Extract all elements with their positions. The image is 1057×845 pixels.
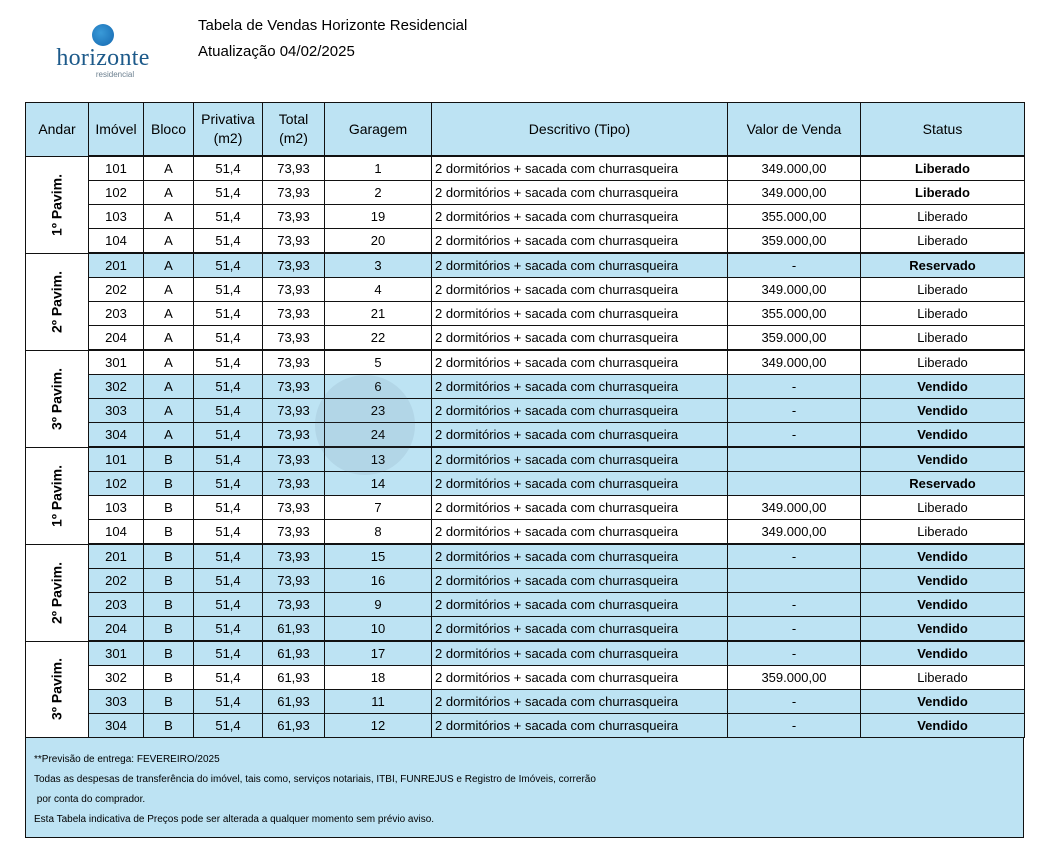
bloco-cell: B [144,544,194,569]
valor-cell: 349.000,00 [728,520,861,545]
imovel-cell: 101 [89,156,144,181]
imovel-cell: 104 [89,229,144,254]
privativa-cell: 51,4 [194,593,263,617]
bloco-cell: A [144,229,194,254]
valor-cell [728,447,861,472]
descritivo-cell: 2 dormitórios + sacada com churrasqueira [432,569,728,593]
imovel-cell: 102 [89,472,144,496]
privativa-cell: 51,4 [194,496,263,520]
descritivo-cell: 2 dormitórios + sacada com churrasqueira [432,447,728,472]
descritivo-cell: 2 dormitórios + sacada com churrasqueira [432,156,728,181]
imovel-cell: 302 [89,666,144,690]
garagem-cell: 17 [325,641,432,666]
page-title: Tabela de Vendas Horizonte Residencial [198,17,468,34]
total-cell: 73,93 [263,326,325,351]
imovel-cell: 203 [89,302,144,326]
status-cell: Reservado [861,253,1025,278]
valor-cell: - [728,375,861,399]
valor-cell: - [728,593,861,617]
descritivo-cell: 2 dormitórios + sacada com churrasqueira [432,714,728,738]
table-row [26,423,1025,448]
floor-cell [26,641,89,738]
floor-label: 1º Pavim. [48,464,65,527]
status-cell: Liberado [861,156,1025,181]
valor-cell: 349.000,00 [728,350,861,375]
table-row [26,520,1025,545]
valor-cell: - [728,690,861,714]
bloco-cell: A [144,375,194,399]
total-cell: 61,93 [263,666,325,690]
privativa-cell: 51,4 [194,278,263,302]
table-row [26,229,1025,254]
status-cell: Liberado [861,666,1025,690]
imovel-cell: 103 [89,496,144,520]
bloco-cell: B [144,496,194,520]
bloco-cell: A [144,350,194,375]
status-cell: Liberado [861,520,1025,545]
table-row [26,302,1025,326]
bloco-cell: A [144,181,194,205]
logo-name: horizonte [56,45,150,71]
table-row [26,569,1025,593]
total-cell: 61,93 [263,714,325,738]
column-header: Valor de Venda [728,103,861,157]
table-row [26,181,1025,205]
bloco-cell: A [144,278,194,302]
table-row [26,253,1025,278]
garagem-cell: 19 [325,205,432,229]
descritivo-cell: 2 dormitórios + sacada com churrasqueira [432,229,728,254]
garagem-cell: 1 [325,156,432,181]
valor-cell: - [728,617,861,642]
logo-sun-icon [92,24,114,46]
table-row [26,156,1025,181]
bloco-cell: A [144,399,194,423]
floor-cell [26,544,89,641]
descritivo-cell: 2 dormitórios + sacada com churrasqueira [432,593,728,617]
column-header: Privativa (m2) [194,103,263,157]
valor-cell: 359.000,00 [728,229,861,254]
privativa-cell: 51,4 [194,326,263,351]
footer-notes [25,738,1024,838]
valor-cell: - [728,423,861,448]
privativa-cell: 51,4 [194,423,263,448]
privativa-cell: 51,4 [194,666,263,690]
garagem-cell: 4 [325,278,432,302]
imovel-cell: 302 [89,375,144,399]
bloco-cell: B [144,520,194,545]
garagem-cell: 10 [325,617,432,642]
privativa-cell: 51,4 [194,617,263,642]
table-row [26,205,1025,229]
privativa-cell: 51,4 [194,399,263,423]
floor-label: 1º Pavim. [48,173,65,236]
column-header: Status [861,103,1025,157]
valor-cell: - [728,399,861,423]
valor-cell [728,569,861,593]
garagem-cell: 14 [325,472,432,496]
garagem-cell: 21 [325,302,432,326]
brand-logo [38,24,168,80]
valor-cell: 359.000,00 [728,666,861,690]
total-cell: 73,93 [263,520,325,545]
garagem-cell: 2 [325,181,432,205]
descritivo-cell: 2 dormitórios + sacada com churrasqueira [432,690,728,714]
privativa-cell: 51,4 [194,447,263,472]
descritivo-cell: 2 dormitórios + sacada com churrasqueira [432,302,728,326]
logo-subtitle: residencial [95,70,135,79]
privativa-cell: 51,4 [194,544,263,569]
status-cell: Vendido [861,617,1025,642]
imovel-cell: 304 [89,714,144,738]
imovel-cell: 201 [89,253,144,278]
garagem-cell: 5 [325,350,432,375]
status-cell: Vendido [861,690,1025,714]
total-cell: 61,93 [263,617,325,642]
status-cell: Liberado [861,229,1025,254]
total-cell: 73,93 [263,593,325,617]
status-cell: Vendido [861,423,1025,448]
bloco-cell: A [144,302,194,326]
imovel-cell: 103 [89,205,144,229]
bloco-cell: B [144,447,194,472]
status-cell: Liberado [861,496,1025,520]
garagem-cell: 24 [325,423,432,448]
bloco-cell: B [144,666,194,690]
privativa-cell: 51,4 [194,302,263,326]
floor-cell [26,253,89,350]
imovel-cell: 301 [89,350,144,375]
total-cell: 73,93 [263,375,325,399]
table-row [26,350,1025,375]
privativa-cell: 51,4 [194,253,263,278]
total-cell: 73,93 [263,181,325,205]
status-cell: Vendido [861,399,1025,423]
status-cell: Liberado [861,181,1025,205]
total-cell: 73,93 [263,447,325,472]
descritivo-cell: 2 dormitórios + sacada com churrasqueira [432,617,728,642]
floor-label: 3º Pavim. [48,367,65,430]
total-cell: 73,93 [263,229,325,254]
table-header-row [26,103,1025,157]
column-header: Andar [26,103,89,157]
total-cell: 73,93 [263,253,325,278]
garagem-cell: 7 [325,496,432,520]
status-cell: Liberado [861,302,1025,326]
privativa-cell: 51,4 [194,229,263,254]
table-row [26,472,1025,496]
imovel-cell: 104 [89,520,144,545]
valor-cell: 355.000,00 [728,302,861,326]
privativa-cell: 51,4 [194,375,263,399]
valor-cell: 349.000,00 [728,181,861,205]
table-row [26,399,1025,423]
bloco-cell: A [144,423,194,448]
bloco-cell: A [144,156,194,181]
valor-cell: 349.000,00 [728,496,861,520]
descritivo-cell: 2 dormitórios + sacada com churrasqueira [432,205,728,229]
garagem-cell: 15 [325,544,432,569]
valor-cell: - [728,714,861,738]
imovel-cell: 303 [89,690,144,714]
table-row [26,447,1025,472]
privativa-cell: 51,4 [194,156,263,181]
bloco-cell: B [144,569,194,593]
status-cell: Reservado [861,472,1025,496]
total-cell: 73,93 [263,496,325,520]
status-cell: Vendido [861,593,1025,617]
total-cell: 61,93 [263,641,325,666]
bloco-cell: B [144,593,194,617]
imovel-cell: 304 [89,423,144,448]
descritivo-cell: 2 dormitórios + sacada com churrasqueira [432,278,728,302]
total-cell: 61,93 [263,690,325,714]
column-header: Total (m2) [263,103,325,157]
table-row [26,375,1025,399]
table-row [26,666,1025,690]
total-cell: 73,93 [263,399,325,423]
imovel-cell: 204 [89,617,144,642]
status-cell: Vendido [861,375,1025,399]
valor-cell: - [728,544,861,569]
imovel-cell: 101 [89,447,144,472]
total-cell: 73,93 [263,544,325,569]
descritivo-cell: 2 dormitórios + sacada com churrasqueira [432,399,728,423]
table-row [26,544,1025,569]
table-row [26,690,1025,714]
garagem-cell: 12 [325,714,432,738]
bloco-cell: A [144,253,194,278]
garagem-cell: 13 [325,447,432,472]
descritivo-cell: 2 dormitórios + sacada com churrasqueira [432,544,728,569]
descritivo-cell: 2 dormitórios + sacada com churrasqueira [432,253,728,278]
total-cell: 73,93 [263,302,325,326]
imovel-cell: 301 [89,641,144,666]
valor-cell: 355.000,00 [728,205,861,229]
total-cell: 73,93 [263,278,325,302]
garagem-cell: 22 [325,326,432,351]
garagem-cell: 11 [325,690,432,714]
table-row [26,278,1025,302]
status-cell: Vendido [861,447,1025,472]
descritivo-cell: 2 dormitórios + sacada com churrasqueira [432,326,728,351]
column-header: Garagem [325,103,432,157]
imovel-cell: 201 [89,544,144,569]
table-row [26,641,1025,666]
descritivo-cell: 2 dormitórios + sacada com churrasqueira [432,350,728,375]
privativa-cell: 51,4 [194,472,263,496]
total-cell: 73,93 [263,205,325,229]
garagem-cell: 3 [325,253,432,278]
status-cell: Vendido [861,641,1025,666]
imovel-cell: 202 [89,569,144,593]
valor-cell [728,472,861,496]
sales-table [25,102,1025,738]
descritivo-cell: 2 dormitórios + sacada com churrasqueira [432,375,728,399]
privativa-cell: 51,4 [194,641,263,666]
status-cell: Liberado [861,350,1025,375]
sales-table-sheet [25,102,1024,838]
floor-label: 2º Pavim. [48,561,65,624]
bloco-cell: A [144,205,194,229]
total-cell: 73,93 [263,350,325,375]
descritivo-cell: 2 dormitórios + sacada com churrasqueira [432,666,728,690]
status-cell: Vendido [861,544,1025,569]
garagem-cell: 9 [325,593,432,617]
table-row [26,617,1025,642]
imovel-cell: 204 [89,326,144,351]
column-header: Descritivo (Tipo) [432,103,728,157]
status-cell: Vendido [861,714,1025,738]
privativa-cell: 51,4 [194,520,263,545]
imovel-cell: 202 [89,278,144,302]
imovel-cell: 303 [89,399,144,423]
total-cell: 73,93 [263,472,325,496]
bloco-cell: B [144,690,194,714]
status-cell: Liberado [861,326,1025,351]
bloco-cell: B [144,641,194,666]
privativa-cell: 51,4 [194,569,263,593]
note-line: Todas as despesas de transferência do imóvel, tais como, serviços notariais, ITBI, FUNREJUS e Registro de Imóveis, correrão [34,774,596,785]
floor-label: 2º Pavim. [48,270,65,333]
update-date: Atualização 04/02/2025 [198,43,355,60]
garagem-cell: 23 [325,399,432,423]
descritivo-cell: 2 dormitórios + sacada com churrasqueira [432,423,728,448]
imovel-cell: 102 [89,181,144,205]
status-cell: Vendido [861,569,1025,593]
valor-cell: 349.000,00 [728,156,861,181]
bloco-cell: A [144,326,194,351]
total-cell: 73,93 [263,423,325,448]
privativa-cell: 51,4 [194,181,263,205]
floor-cell [26,350,89,447]
table-row [26,326,1025,351]
imovel-cell: 203 [89,593,144,617]
bloco-cell: B [144,472,194,496]
descritivo-cell: 2 dormitórios + sacada com churrasqueira [432,641,728,666]
table-row [26,593,1025,617]
descritivo-cell: 2 dormitórios + sacada com churrasqueira [432,496,728,520]
note-line: Esta Tabela indicativa de Preços pode ser alterada a qualquer momento sem prévio aviso. [34,814,435,825]
total-cell: 73,93 [263,569,325,593]
garagem-cell: 16 [325,569,432,593]
garagem-cell: 6 [325,375,432,399]
floor-label: 3º Pavim. [48,658,65,721]
valor-cell: - [728,253,861,278]
note-line: por conta do comprador. [34,794,146,805]
note-line: **Previsão de entrega: FEVEREIRO/2025 [34,754,220,765]
column-header: Imóvel [89,103,144,157]
table-row [26,714,1025,738]
descritivo-cell: 2 dormitórios + sacada com churrasqueira [432,520,728,545]
total-cell: 73,93 [263,156,325,181]
bloco-cell: B [144,617,194,642]
valor-cell: 359.000,00 [728,326,861,351]
privativa-cell: 51,4 [194,690,263,714]
garagem-cell: 18 [325,666,432,690]
descritivo-cell: 2 dormitórios + sacada com churrasqueira [432,181,728,205]
table-row [26,496,1025,520]
column-header: Bloco [144,103,194,157]
privativa-cell: 51,4 [194,350,263,375]
valor-cell: 349.000,00 [728,278,861,302]
garagem-cell: 20 [325,229,432,254]
privativa-cell: 51,4 [194,714,263,738]
garagem-cell: 8 [325,520,432,545]
privativa-cell: 51,4 [194,205,263,229]
bloco-cell: B [144,714,194,738]
descritivo-cell: 2 dormitórios + sacada com churrasqueira [432,472,728,496]
floor-cell [26,156,89,253]
status-cell: Liberado [861,205,1025,229]
valor-cell: - [728,641,861,666]
floor-cell [26,447,89,544]
status-cell: Liberado [861,278,1025,302]
